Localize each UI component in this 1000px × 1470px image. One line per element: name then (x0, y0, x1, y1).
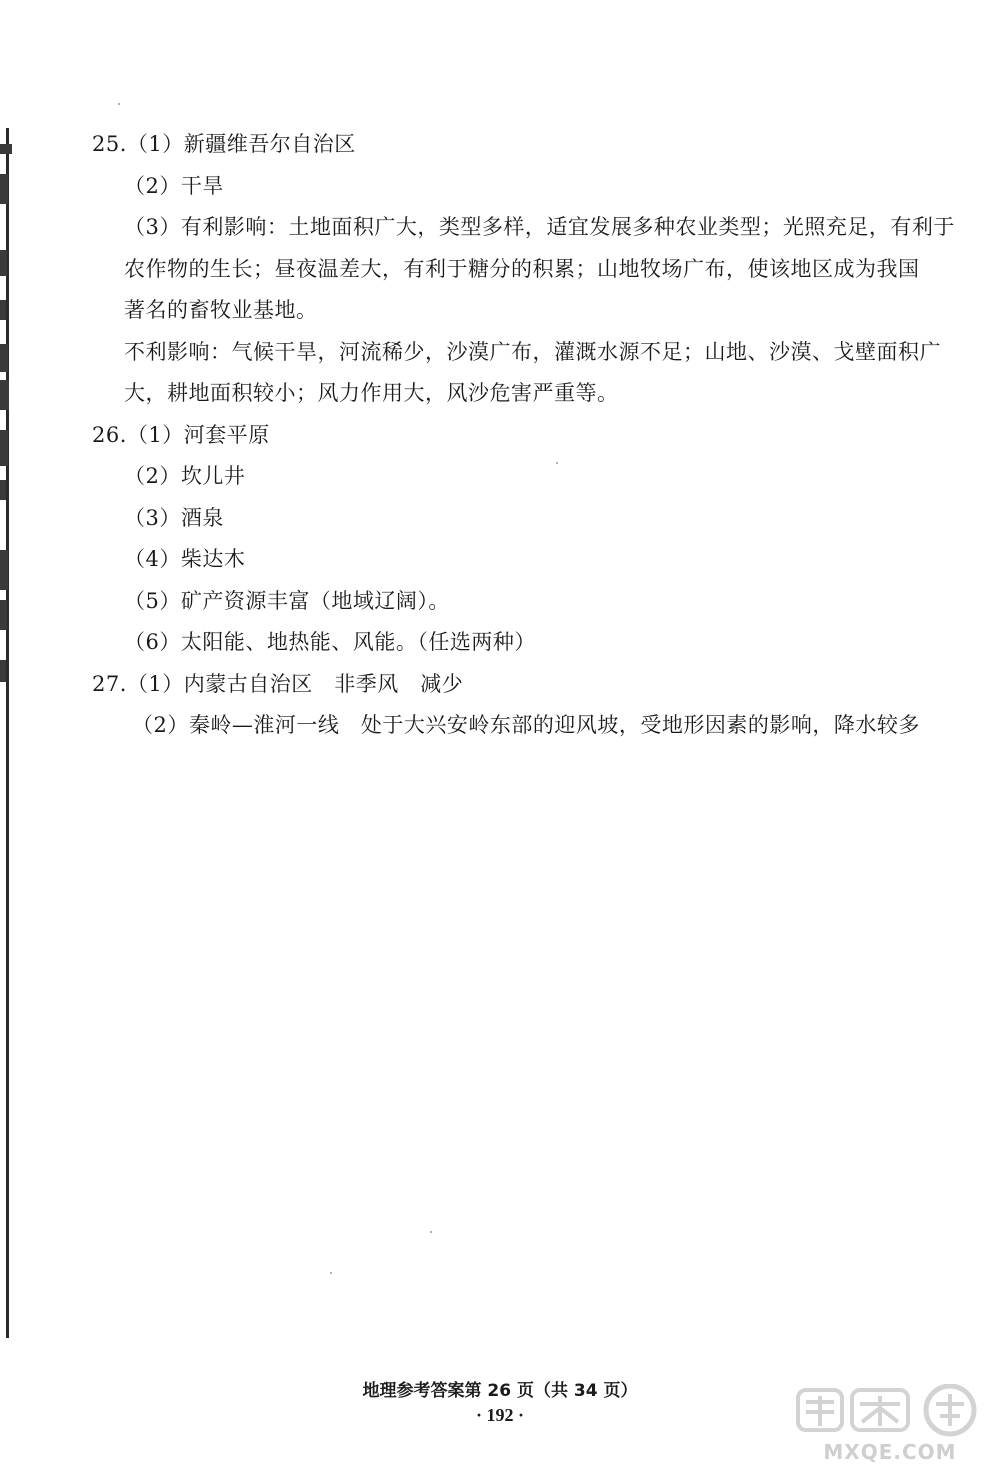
watermark (790, 1384, 990, 1464)
answer-line: （4）柴达木 (124, 547, 246, 571)
answer-line: （3）酒泉 (124, 505, 224, 530)
answer-line: （3）有利影响：土地面积广大，类型多样，适宜发展多种农业类型；光照充足，有利于 (124, 215, 955, 239)
binding-marks (0, 130, 14, 690)
answer-line: 大，耕地面积较小；风力作用大，风沙危害严重等。 (124, 381, 619, 405)
answer-line: （6）太阳能、地热能、风能。（任选两种） (124, 630, 536, 654)
answer-line: （2）坎儿井 (124, 464, 246, 488)
answer-line: （5）矿产资源丰富（地域辽阔）。 (124, 588, 450, 613)
answer-line: （2）秦岭—淮河一线 处于大兴安岭东部的迎风坡，受地形因素的影响，降水较多 (132, 713, 920, 737)
scan-speck (118, 103, 120, 105)
answer-line: 26.（1）河套平原 (92, 422, 270, 447)
answer-line: 不利影响：气候干旱，河流稀少，沙漠广布，灌溉水源不足；山地、沙漠、戈壁面积广 (124, 339, 941, 364)
answer-line: 27.（1）内蒙古自治区 非季风 减少 (92, 671, 464, 696)
page-number: · 192 · (475, 1405, 524, 1425)
footer-title: 地理参考答案第 26 页（共 34 页） (362, 1381, 638, 1401)
answer-line: 农作物的生长；昼夜温差大，有利于糖分的积累；山地牧场广布，使该地区成为我国 (124, 256, 920, 281)
watermark-text: MXQE.COM (823, 1440, 957, 1464)
answer-line: 25.（1）新疆维吾尔自治区 (92, 132, 356, 156)
scan-speck (430, 1231, 432, 1233)
watermark-logo-icon (790, 1384, 990, 1444)
answer-line: 著名的畜牧业基地。 (124, 298, 318, 322)
answer-line: （2）干旱 (124, 173, 224, 198)
scan-speck (330, 1272, 332, 1274)
answer-list (92, 124, 955, 747)
